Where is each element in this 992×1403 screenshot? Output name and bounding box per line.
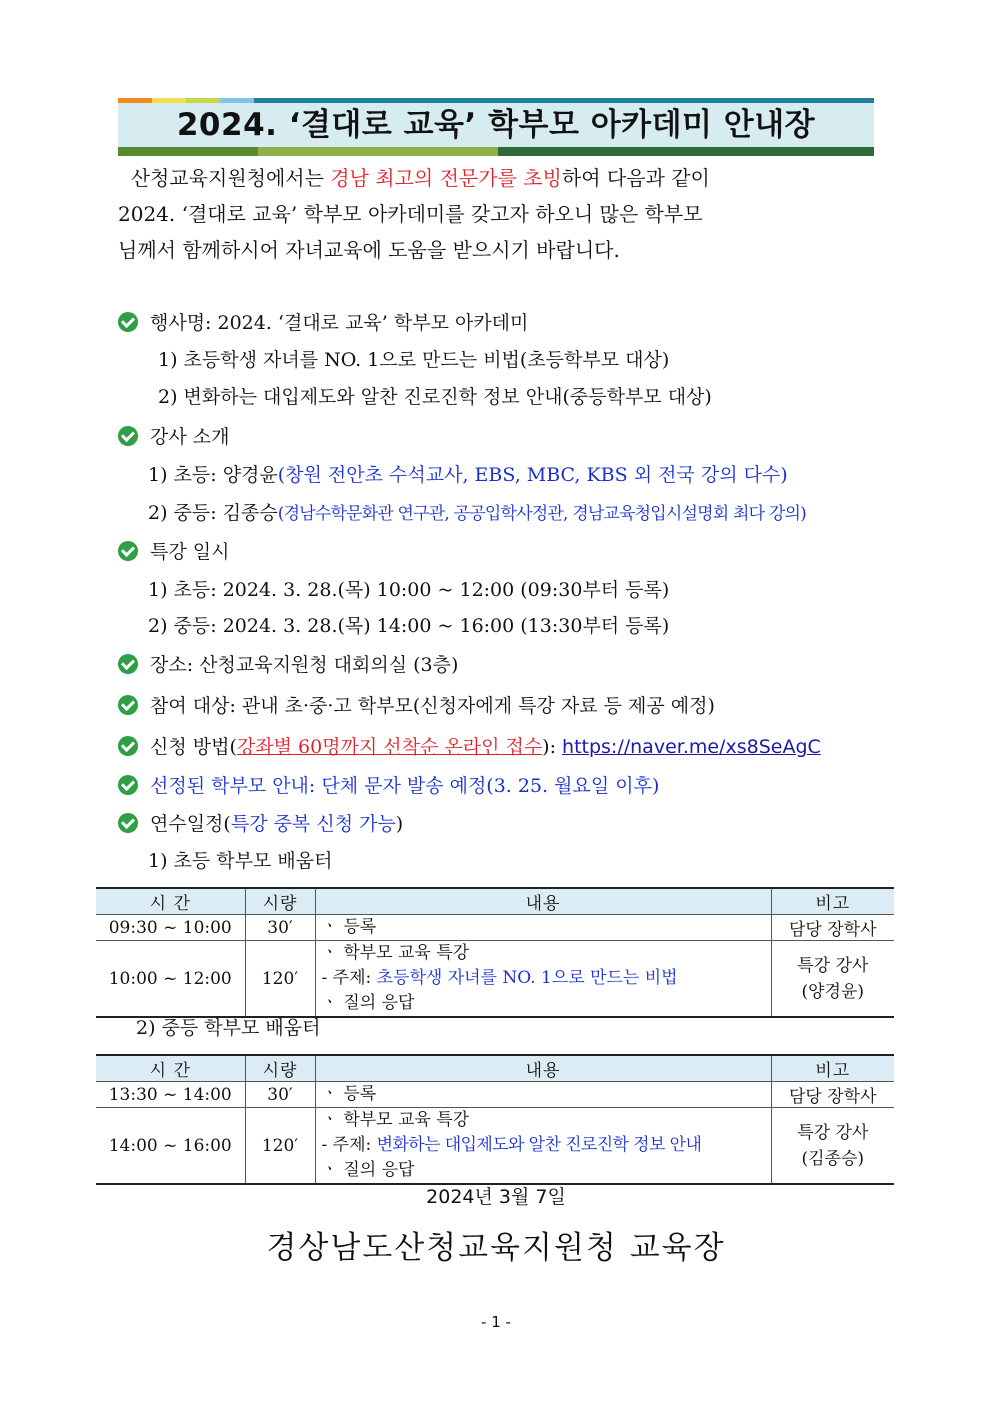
apply-highlight: 강좌별 60명까지 선착순 온라인 접수 bbox=[236, 736, 543, 758]
col-header-content: 내용 bbox=[315, 1055, 771, 1082]
apply-label-close: ): bbox=[542, 736, 563, 758]
note-line: 특강 강사 bbox=[797, 955, 869, 976]
content-line: ㆍ 학부모 교육 특강 bbox=[321, 1110, 470, 1130]
col-header-duration: 시량 bbox=[245, 888, 315, 915]
topic-label: - 주제: bbox=[321, 968, 377, 988]
col-header-time: 시 간 bbox=[96, 1055, 245, 1082]
cell-time: 10:00 ~ 12:00 bbox=[96, 941, 245, 1018]
title-banner bbox=[118, 98, 874, 158]
place-line bbox=[118, 651, 458, 679]
elementary-schedule-table bbox=[96, 887, 894, 1018]
lecture-date-section bbox=[118, 538, 229, 566]
cell-duration: 30′ bbox=[245, 915, 315, 941]
lecturer-item-2 bbox=[148, 499, 806, 528]
lecturer-label: 강사 소개 bbox=[150, 426, 230, 448]
col-header-note: 비고 bbox=[771, 888, 894, 915]
lecturer-detail: (창원 전안초 수석교사, EBS, MBC, KBS 외 전국 강의 다수) bbox=[277, 464, 788, 486]
check-circle-icon bbox=[118, 312, 138, 332]
cell-content: ㆍ 등록 bbox=[315, 1082, 771, 1108]
lecturer-detail: (경남수학문화관 연구관, 공공입학사정관, 경남교육청입시설명회 최다 강의) bbox=[277, 504, 806, 524]
lecture-date-2: 2) 중등: 2024. 3. 28.(목) 14:00 ~ 16:00 (13:30부터 등록) bbox=[148, 615, 670, 637]
apply-link[interactable]: https://naver.me/xs8SeAgC bbox=[562, 736, 821, 758]
check-circle-icon bbox=[118, 695, 138, 715]
topic-text: 변화하는 대입제도와 알찬 진로진학 정보 안내 bbox=[376, 1135, 702, 1155]
table-row bbox=[96, 941, 894, 1018]
lecturer-section bbox=[118, 423, 229, 451]
cell-note: 담당 장학사 bbox=[771, 915, 894, 941]
note-line: (양경윤) bbox=[801, 981, 865, 1002]
training-line bbox=[118, 810, 403, 838]
bottom-color-stripe bbox=[118, 147, 874, 156]
training-label: 연수일정( bbox=[150, 813, 231, 835]
col-header-content: 내용 bbox=[315, 888, 771, 915]
intro-text: 하여 다음과 같이 bbox=[561, 166, 710, 190]
col-header-duration: 시량 bbox=[245, 1055, 315, 1082]
training-label-close: ) bbox=[395, 813, 404, 835]
event-item-1: 1) 초등학생 자녀를 NO. 1으로 만드는 비법(초등학부모 대상) bbox=[158, 349, 670, 371]
lecturer-name: 2) 중등: 김종승 bbox=[148, 502, 278, 524]
page-title: 2024. ‘결대로 교육’ 학부모 아카데미 안내장 bbox=[176, 107, 816, 143]
apply-line bbox=[118, 733, 821, 761]
check-circle-icon bbox=[118, 736, 138, 756]
event-item-2: 2) 변화하는 대입제도와 알찬 진로진학 정보 안내(중등학부모 대상) bbox=[158, 386, 712, 408]
intro-line-2: 2024. ‘결대로 교육’ 학부모 아카데미를 갖고자 하오니 많은 학부모 bbox=[118, 202, 703, 226]
check-circle-icon bbox=[118, 426, 138, 446]
event-name bbox=[118, 309, 528, 337]
cell-content: ㆍ 등록 bbox=[315, 915, 771, 941]
note-line: (김종승) bbox=[801, 1148, 865, 1169]
table-row bbox=[96, 1082, 894, 1108]
target-label: 참여 대상: bbox=[150, 695, 236, 717]
content-line bbox=[322, 1133, 765, 1158]
cell-note bbox=[771, 1108, 894, 1185]
target-text: 관내 초·중·고 학부모(신청자에게 특강 자료 등 제공 예정) bbox=[235, 695, 715, 717]
check-circle-icon bbox=[118, 813, 138, 833]
place-text: 장소: 산청교육지원청 대회의실 (3층) bbox=[150, 654, 459, 676]
cell-time: 14:00 ~ 16:00 bbox=[96, 1108, 245, 1185]
check-circle-icon bbox=[118, 541, 138, 561]
lecturer-name: 1) 초등: 양경윤 bbox=[148, 464, 278, 486]
notice-line bbox=[118, 772, 659, 800]
col-header-time: 시 간 bbox=[96, 888, 245, 915]
lecturer-item-1 bbox=[148, 461, 788, 489]
notice-text: 선정된 학부모 안내: 단체 문자 발송 예정(3. 25. 월요일 이후) bbox=[150, 775, 660, 797]
content-line: ㆍ 질의 응답 bbox=[321, 1160, 415, 1180]
document-date: 2024년 3월 7일 bbox=[426, 1186, 566, 1208]
table-row bbox=[96, 915, 894, 941]
lecture-date-label: 특강 일시 bbox=[150, 541, 230, 563]
check-circle-icon bbox=[118, 775, 138, 795]
intro-line-1 bbox=[118, 160, 876, 196]
intro-highlight: 경남 최고의 전문가를 초빙 bbox=[330, 166, 562, 190]
cell-note bbox=[771, 941, 894, 1018]
page-number: - 1 - bbox=[481, 1313, 511, 1331]
apply-label: 신청 방법( bbox=[150, 736, 237, 758]
intro-line-3: 님께서 함께하시어 자녀교육에 도움을 받으시기 바랍니다. bbox=[118, 238, 620, 262]
topic-text: 초등학생 자녀를 NO. 1으로 만드는 비법 bbox=[376, 968, 678, 988]
lecture-date-1: 1) 초등: 2024. 3. 28.(목) 10:00 ~ 12:00 (09:30부터 등록) bbox=[148, 579, 670, 601]
cell-duration: 120′ bbox=[245, 1108, 315, 1185]
content-line: ㆍ 학부모 교육 특강 bbox=[321, 943, 470, 963]
table1-title: 1) 초등 학부모 배움터 bbox=[148, 850, 333, 872]
event-label: 행사명: 2024. ‘결대로 교육’ 학부모 아카데미 bbox=[150, 312, 529, 334]
note-line: 특강 강사 bbox=[797, 1122, 869, 1143]
cell-content bbox=[315, 941, 771, 1018]
training-highlight: 특강 중복 신청 가능 bbox=[230, 813, 396, 835]
col-header-note: 비고 bbox=[771, 1055, 894, 1082]
cell-content bbox=[315, 1108, 771, 1185]
cell-duration: 30′ bbox=[245, 1082, 315, 1108]
intro-paragraph bbox=[118, 160, 876, 268]
cell-duration: 120′ bbox=[245, 941, 315, 1018]
target-line bbox=[118, 692, 715, 720]
cell-time: 13:30 ~ 14:00 bbox=[96, 1082, 245, 1108]
table-row bbox=[96, 1108, 894, 1185]
intro-text: 산청교육지원청에서는 bbox=[130, 166, 331, 190]
content-line bbox=[322, 966, 765, 991]
issuer-signature: 경상남도산청교육지원청 교육장 bbox=[266, 1230, 726, 1266]
table2-title: 2) 중등 학부모 배움터 bbox=[136, 1017, 321, 1039]
cell-note: 담당 장학사 bbox=[771, 1082, 894, 1108]
check-circle-icon bbox=[118, 654, 138, 674]
topic-label: - 주제: bbox=[321, 1135, 377, 1155]
secondary-schedule-table bbox=[96, 1054, 894, 1185]
content-line: ㆍ 질의 응답 bbox=[321, 993, 415, 1013]
cell-time: 09:30 ~ 10:00 bbox=[96, 915, 245, 941]
